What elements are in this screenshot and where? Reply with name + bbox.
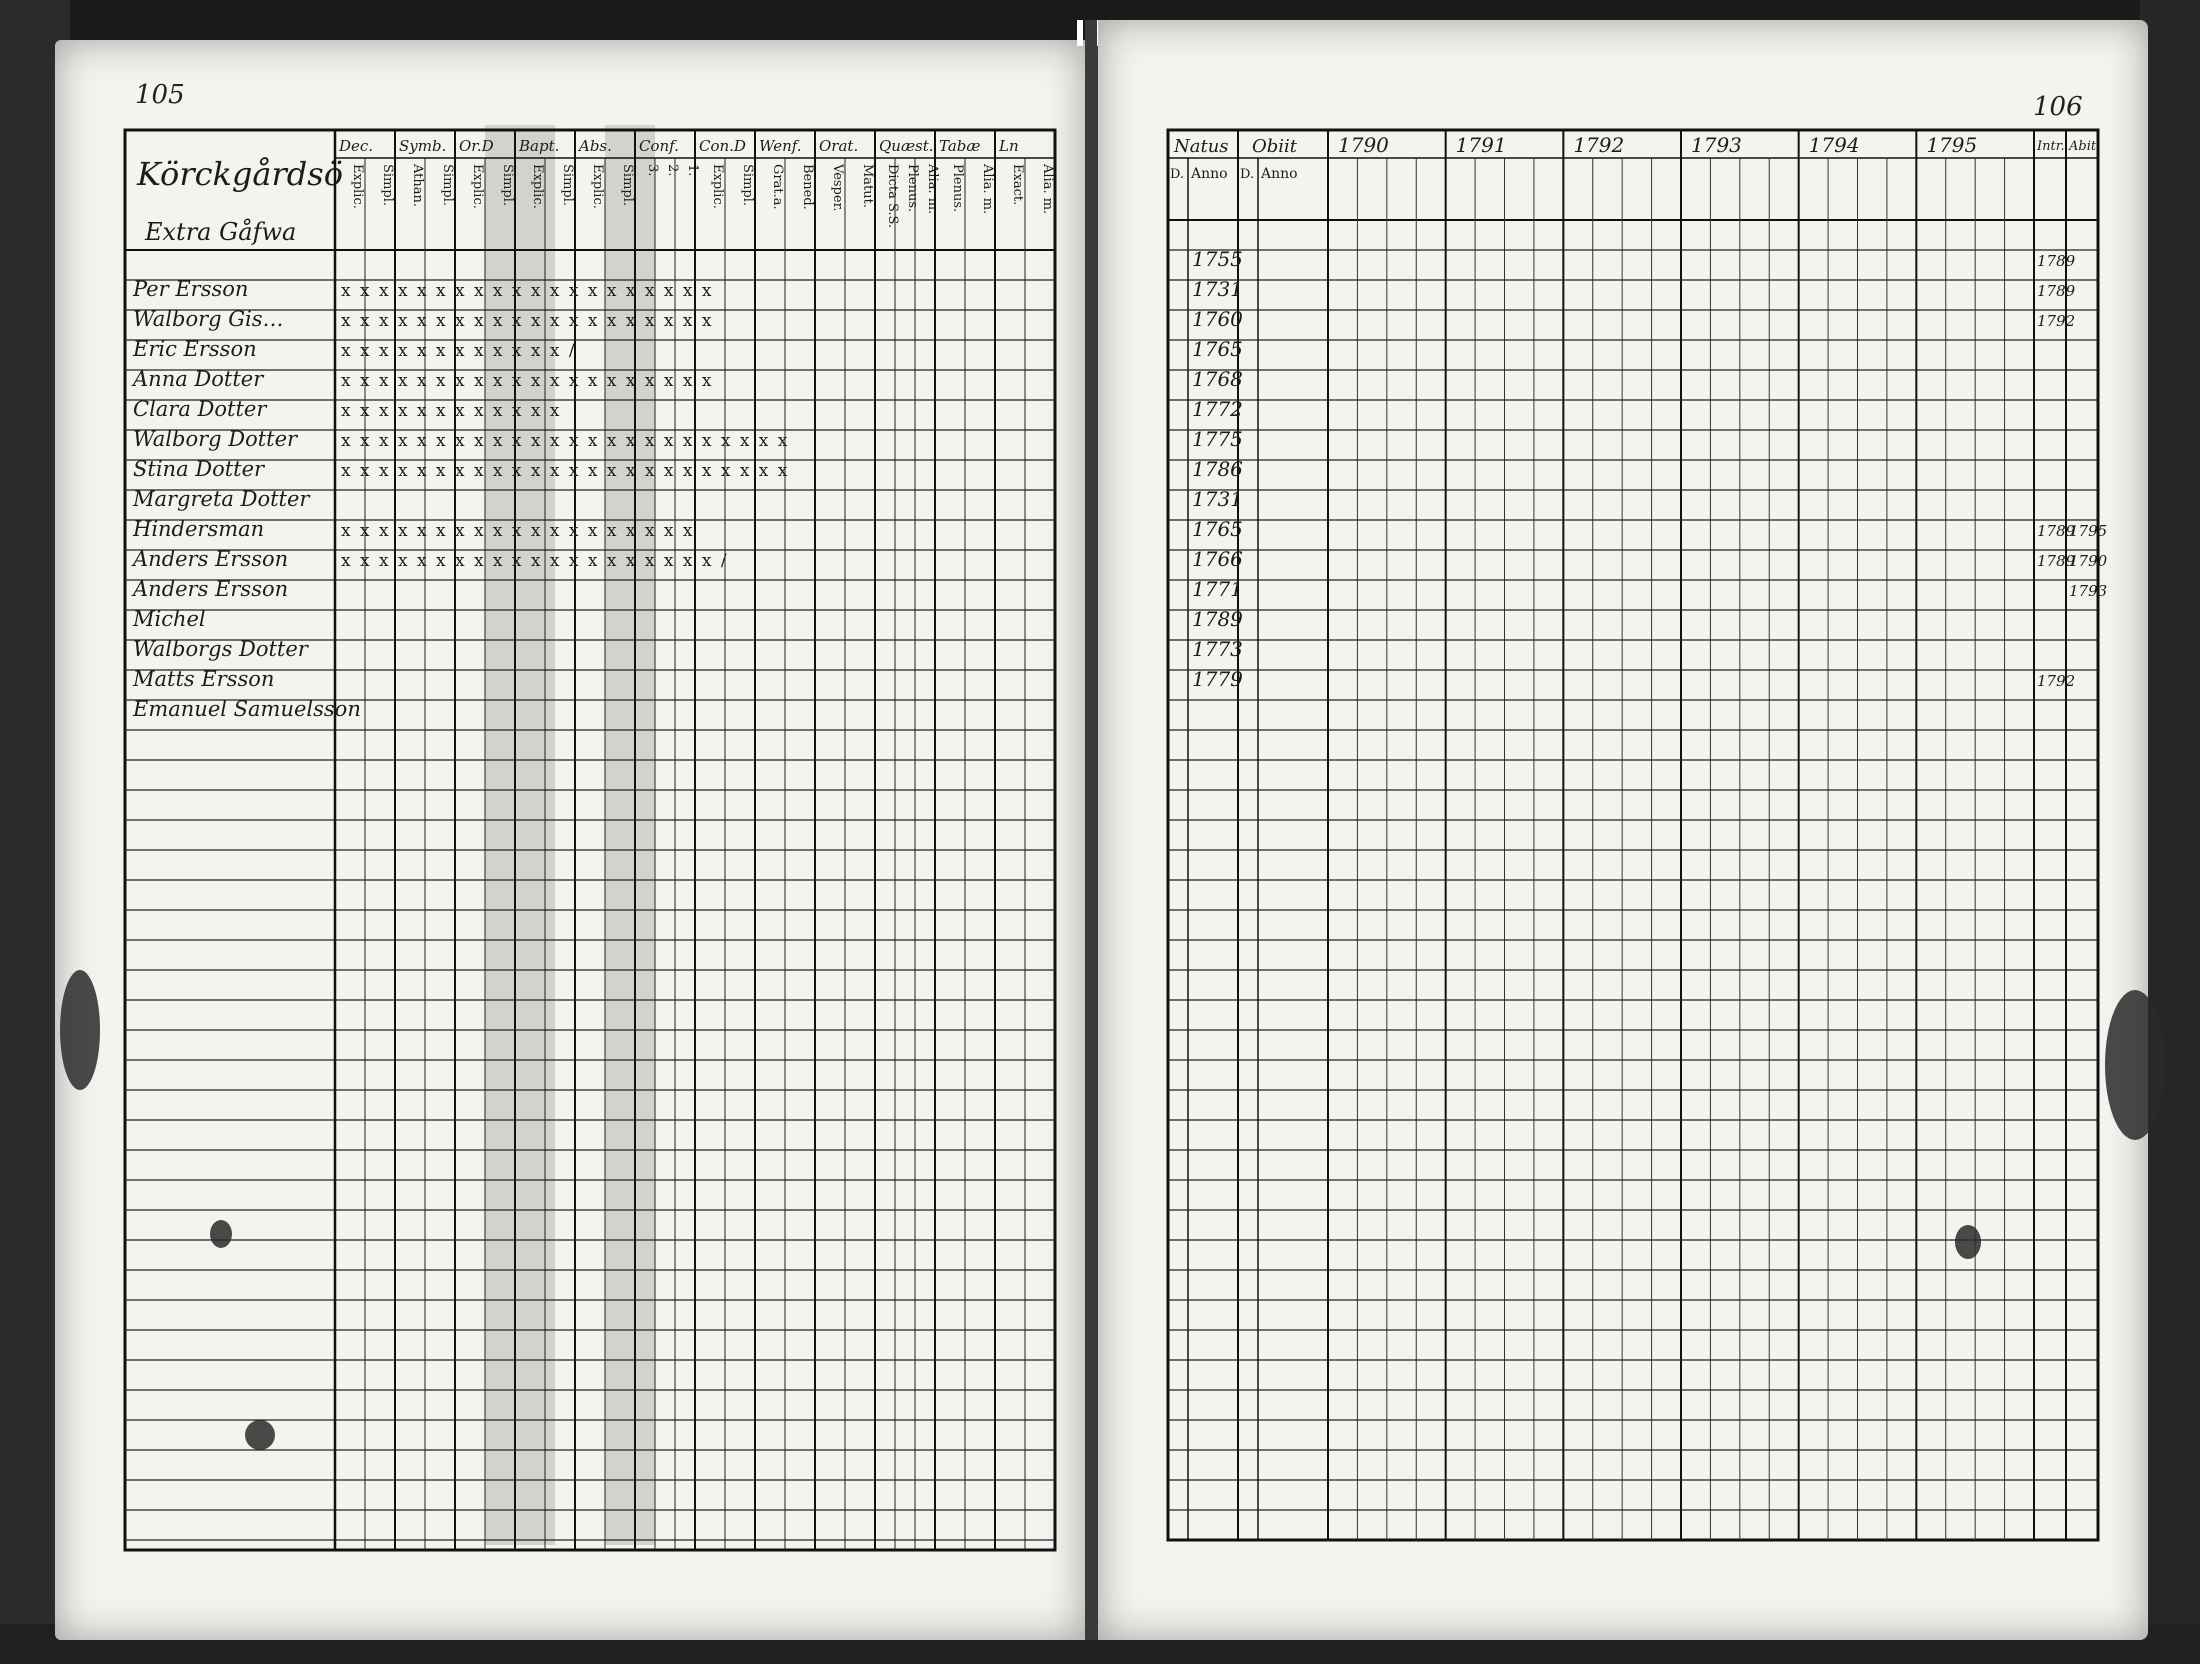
ink-blot [2105,990,2165,1140]
natus-anno-label: Anno [1191,166,1228,182]
sub-column-label: Bened. [800,164,815,210]
intr-year: 1789 [2037,282,2076,300]
column-group-label: Quæst. [879,137,934,155]
birth-year: 1755 [1192,247,1243,271]
birth-year: 1779 [1192,667,1243,691]
ink-stain [245,1420,275,1450]
intr-year: 1789 [2037,252,2076,270]
sub-column-label: Simpl. [440,164,455,207]
natus-d-label: D. [1170,167,1185,182]
sub-column-label: Explic. [710,164,725,209]
column-group-label: Dec. [339,137,374,155]
birth-year: 1765 [1192,517,1243,541]
sub-column-label: 3. [645,164,660,177]
year-column-label: 1791 [1455,133,1507,157]
birth-year: 1731 [1192,487,1243,511]
catechism-marks: x x x x x x x x x x x x x x x x x x x x / [341,551,729,571]
column-group-label: Abs. [579,137,612,155]
sub-column-label: Simpl. [620,164,635,207]
intr-year: 1789 [2037,552,2076,570]
right-ledger-grid [1098,20,2148,1640]
column-group-label: Bapt. [519,137,560,155]
intr-year: 1789 [2037,522,2076,540]
person-name: Clara Dotter [133,397,267,421]
column-group-label: Con.D [699,137,746,155]
birth-year: 1760 [1192,307,1243,331]
sub-column-label: Simpl. [500,164,515,207]
sub-column-label: Explic. [590,164,605,209]
catechism-marks: x x x x x x x x x x x x x x x x x x x x x x x x [341,431,790,451]
obiit-label: Obiit [1252,136,1298,157]
sub-column-label: Explic. [350,164,365,209]
left-page-number: 105 [135,80,185,110]
year-column-label: 1792 [1573,133,1625,157]
sub-column-label: Simpl. [380,164,395,207]
abit-year: 1790 [2069,552,2108,570]
ink-stain [1955,1225,1981,1259]
birth-year: 1789 [1192,607,1243,631]
sub-column-label: Plenus. [950,164,965,213]
book-gutter [1085,20,1098,1640]
person-name: Hindersman [133,517,265,541]
right-page [1098,20,2148,1640]
ledger-frame [1168,130,2098,1540]
sub-column-label: Alia. m. [980,164,995,215]
birth-year: 1775 [1192,427,1243,451]
scan-border-right [2140,0,2200,1664]
person-name: Eric Ersson [133,337,257,361]
catechism-marks: x x x x x x x x x x x x x x x x x x x x [341,281,714,301]
year-column-label: 1793 [1691,133,1742,157]
column-group-label: Or.D [459,137,494,155]
sub-column-label: Plenus. [905,164,920,213]
birth-year: 1772 [1192,397,1243,421]
birth-year: 1773 [1192,637,1243,661]
birth-year: 1766 [1192,547,1243,571]
person-name: Stina Dotter [133,457,265,481]
ink-stain [210,1220,232,1248]
obiit-anno-label: Anno [1261,166,1298,182]
sub-column-label: Simpl. [740,164,755,207]
column-group-label: Tabæ [939,137,981,155]
right-page-number: 106 [2033,92,2083,122]
sub-column-label: Athan. [410,164,425,208]
extra-column-label: Abit [2069,139,2097,154]
sub-column-label: Matut. [860,164,875,209]
catechism-marks: x x x x x x x x x x x x / [341,341,577,361]
intr-year: 1792 [2037,312,2076,330]
catechism-marks: x x x x x x x x x x x x x x x x x x x x [341,311,714,331]
abit-year: 1793 [2069,582,2108,600]
sub-column-label: Alia. m. [925,164,940,215]
obiit-d-label: D. [1240,167,1255,182]
intr-year: 1792 [2037,672,2076,690]
year-column-label: 1790 [1338,133,1389,157]
year-column-label: 1795 [1926,133,1978,157]
person-name: Per Ersson [133,277,249,301]
sub-column-label: Explic. [470,164,485,209]
person-name: Emanuel Samuelsson [133,697,361,721]
column-group-label: Orat. [819,137,859,155]
birth-year: 1786 [1192,457,1243,481]
catechism-marks: x x x x x x x x x x x x x x x x x x x [341,521,695,541]
year-column-label: 1794 [1808,133,1860,157]
sub-column-label: Exact. [1010,164,1025,206]
ink-blot [60,970,100,1090]
person-name: Anders Ersson [133,577,289,601]
person-name: Walborgs Dotter [133,637,308,661]
abit-year: 1795 [2069,522,2108,540]
sub-column-label: 1. [685,164,700,177]
column-group-label: Conf. [639,137,679,155]
person-name: Margreta Dotter [133,487,310,511]
sub-column-label: Dicta S.S. [885,164,900,229]
gutter-clip-left [1077,20,1083,46]
sub-column-label: Alia. m. [1040,164,1055,215]
birth-year: 1768 [1192,367,1243,391]
person-name: Anna Dotter [133,367,264,391]
ledger-title: Körckgårdsö [137,155,343,193]
person-name: Anders Ersson [133,547,289,571]
column-group-label: Symb. [399,137,447,155]
birth-year: 1731 [1192,277,1243,301]
sub-column-label: Grat.a. [770,164,785,210]
sub-column-label: Explic. [530,164,545,209]
ledger-subtitle: Extra Gåfwa [145,218,297,246]
person-name: Matts Ersson [133,667,275,691]
person-name: Walborg Gis… [133,307,284,331]
sub-column-label: 2. [665,164,680,177]
sub-column-label: Simpl. [560,164,575,207]
person-name: Michel [133,607,206,631]
natus-label: Natus [1174,136,1229,157]
sub-column-label: Vesper. [830,164,845,212]
catechism-marks: x x x x x x x x x x x x [341,401,562,421]
catechism-marks: x x x x x x x x x x x x x x x x x x x x x x x x [341,461,790,481]
birth-year: 1765 [1192,337,1243,361]
extra-column-label: Intr. [2037,139,2065,154]
column-group-label: Wenf. [759,137,802,155]
catechism-marks: x x x x x x x x x x x x x x x x x x x x [341,371,714,391]
person-name: Walborg Dotter [133,427,298,451]
left-page [55,40,1085,1640]
column-group-label: Ln [999,137,1019,155]
birth-year: 1771 [1192,577,1243,601]
left-ledger-grid [55,40,1085,1640]
